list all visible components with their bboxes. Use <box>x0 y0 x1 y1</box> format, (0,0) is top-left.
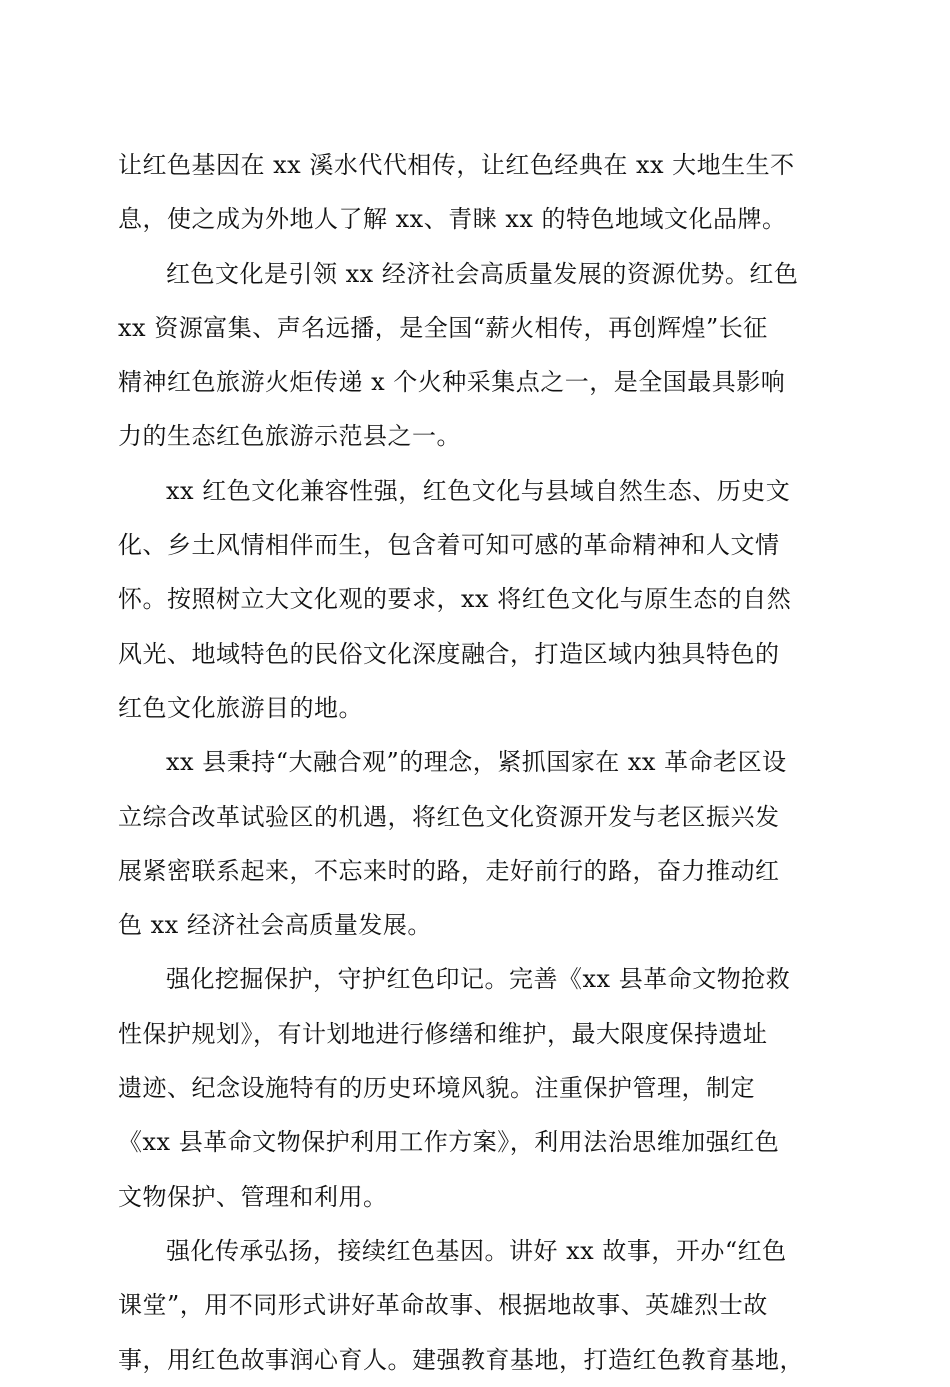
text-line: 风光、地域特色的民俗文化深度融合，打造区域内独具特色的 <box>118 639 780 668</box>
text-line: xx 县秉持“大融合观”的理念，紧抓国家在 xx 革命老区设 <box>166 748 787 777</box>
text-line: 强化挖掘保护，守护红色印记。完善《xx 县革命文物抢救 <box>166 965 791 994</box>
text-line: 《xx 县革命文物保护利用工作方案》，利用法治思维加强红色 <box>118 1128 780 1157</box>
text-line: 事，用红色故事润心育人。建强教育基地，打造红色教育基地， <box>118 1345 804 1374</box>
text-line: 红色文化是引领 xx 经济社会高质量发展的资源优势。红色 <box>166 259 799 288</box>
text-line: 文物保护、管理和利用。 <box>118 1182 388 1211</box>
text-line: 展紧密联系起来，不忘来时的路，走好前行的路，奋力推动红 <box>118 856 780 885</box>
text-line: 精神红色旅游火炬传递 x 个火种采集点之一，是全国最具影响 <box>118 368 786 397</box>
text-line: 力的生态红色旅游示范县之一。 <box>118 422 461 451</box>
text-line: xx 红色文化兼容性强，红色文化与县域自然生态、历史文 <box>166 476 791 505</box>
document-body <box>118 138 834 1387</box>
paragraph-5 <box>118 952 834 1223</box>
text-line: 怀。按照树立大文化观的要求，xx 将红色文化与原生态的自然 <box>118 585 792 614</box>
text-line: 让红色基因在 xx 溪水代代相传，让红色经典在 xx 大地生生不 <box>118 151 795 179</box>
paragraph-2 <box>118 247 834 464</box>
text-line: 课堂”，用不同形式讲好革命故事、根据地故事、英雄烈士故 <box>118 1291 768 1320</box>
paragraph-6 <box>118 1224 834 1387</box>
paragraph-4 <box>118 735 834 952</box>
text-line: 化、乡土风情相伴而生，包含着可知可感的革命精神和人文情 <box>118 531 780 560</box>
text-line: 遗迹、纪念设施特有的历史环境风貌。注重保护管理，制定 <box>118 1074 755 1103</box>
text-line: 色 xx 经济社会高质量发展。 <box>118 911 432 940</box>
text-line: 性保护规划》，有计划地进行修缮和维护，最大限度保持遗址 <box>118 1019 768 1048</box>
text-line: 强化传承弘扬，接续红色基因。讲好 xx 故事，开办“红色 <box>166 1236 787 1265</box>
paragraph-3 <box>118 464 834 735</box>
paragraph-1 <box>118 138 834 247</box>
text-line: 息，使之成为外地人了解 xx、青睐 xx 的特色地域文化品牌。 <box>118 205 787 234</box>
text-line: xx 资源富集、声名远播，是全国“薪火相传，再创辉煌”长征 <box>118 313 768 342</box>
text-line: 立综合改革试验区的机遇，将红色文化资源开发与老区振兴发 <box>118 802 780 831</box>
text-line: 红色文化旅游目的地。 <box>118 693 363 722</box>
